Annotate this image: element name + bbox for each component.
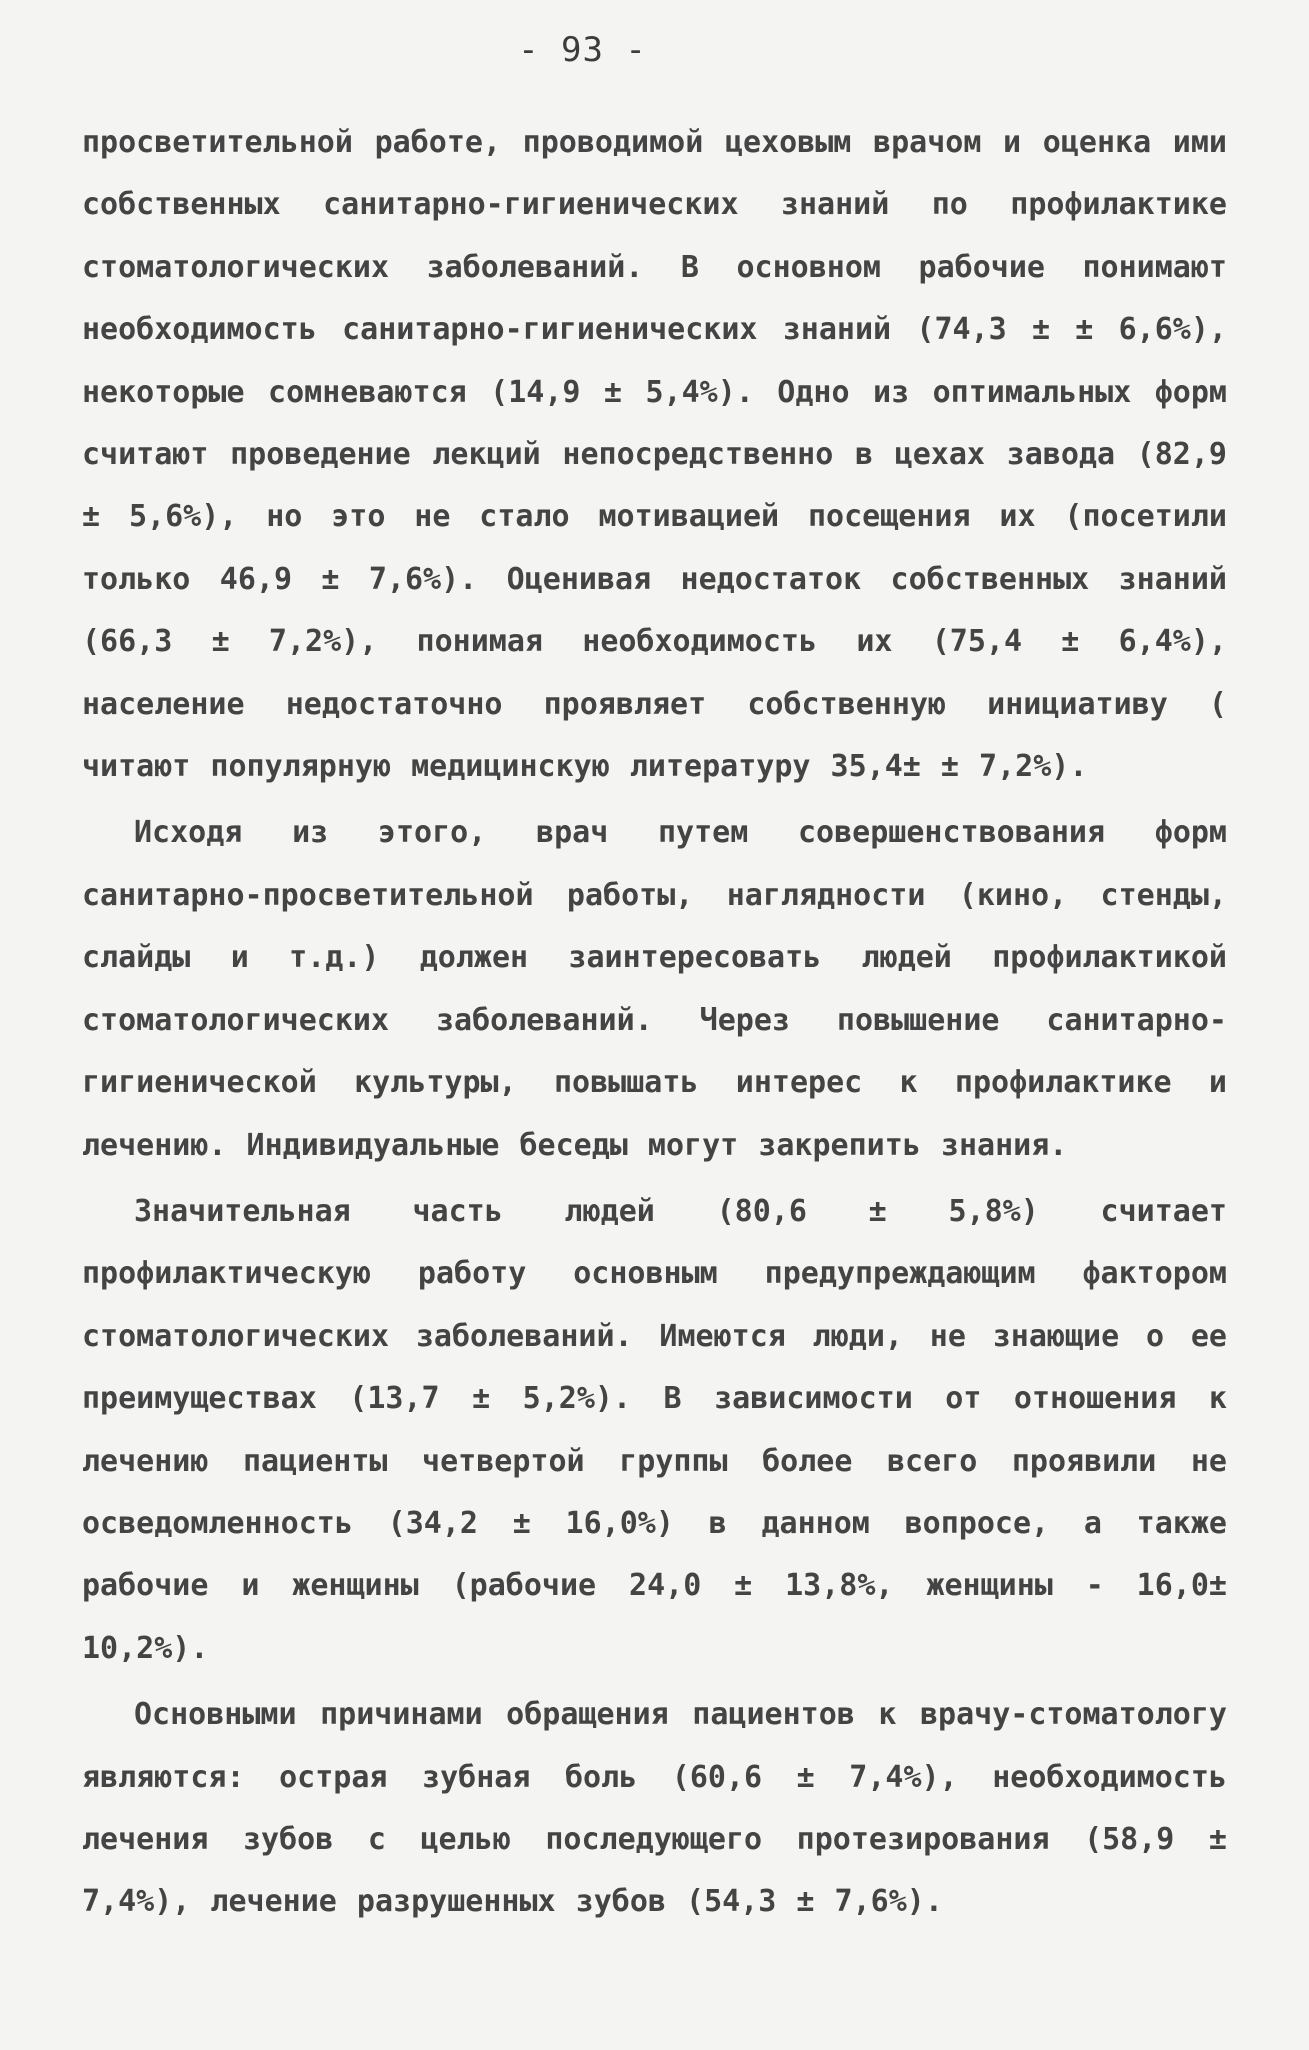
page-number: - 93 - bbox=[518, 30, 647, 70]
paragraph-1: просветительной работе, проводимой цеховым врачом и оценка ими собственных санитарно-гигиенических знаний по профилактике стоматологических заболеваний. В основном рабочие понимают необходимость санитарно-гигиенических знаний (74,3 ± ± 6,6%), некоторые сомневаются (14,9 ± 5,4%). Одно из оптимальных форм считают проведение лекций непосредственно в цехах завода (82,9 ± 5,6%), но это не стало мотивацией посещения их (посетили только 46,9 ± 7,6%). Оценивая недостаток собственных знаний (66,3 ± 7,2%), понимая необходимость их (75,4 ± 6,4%), население недостаточно проявляет собственную инициативу ( читают популярную медицинскую литературу 35,4± ± 7,2%). bbox=[82, 125, 1227, 785]
paragraph-4: Основными причинами обращения пациентов к врачу-стоматологу являются: острая зубная боль (60,6 ± 7,4%), необходимость лечения зубов с целью последующего протезирования (58,9 ± 7,4%), лечение разрушенных зубов (54,3 ± 7,6%). bbox=[82, 1697, 1227, 1920]
paragraph-3: Значительная часть людей (80,6 ± 5,8%) считает профилактическую работу основным предупреждающим фактором стоматологических заболеваний. Имеются люди, не знающие о ее преимуществах (13,7 ± 5,2%). В зависимости от отношения к лечению пациенты четвертой группы более всего проявили не осведомленность (34,2 ± 16,0%) в данном вопросе, а также рабочие и женщины (рабочие 24,0 ± 13,8%, женщины - 16,0± 10,2%). bbox=[82, 1193, 1227, 1666]
body-text bbox=[82, 112, 1227, 1934]
paragraph-2: Исходя из этого, врач путем совершенствования форм санитарно-просветительной работы, наглядности (кино, стенды, слайды и т.д.) должен заинтересовать людей профилактикой стоматологических заболеваний. Через повышение санитарно-гигиенической культуры, повышать интерес к профилактике и лечению. Индивидуальные беседы могут закрепить знания. bbox=[82, 815, 1227, 1163]
